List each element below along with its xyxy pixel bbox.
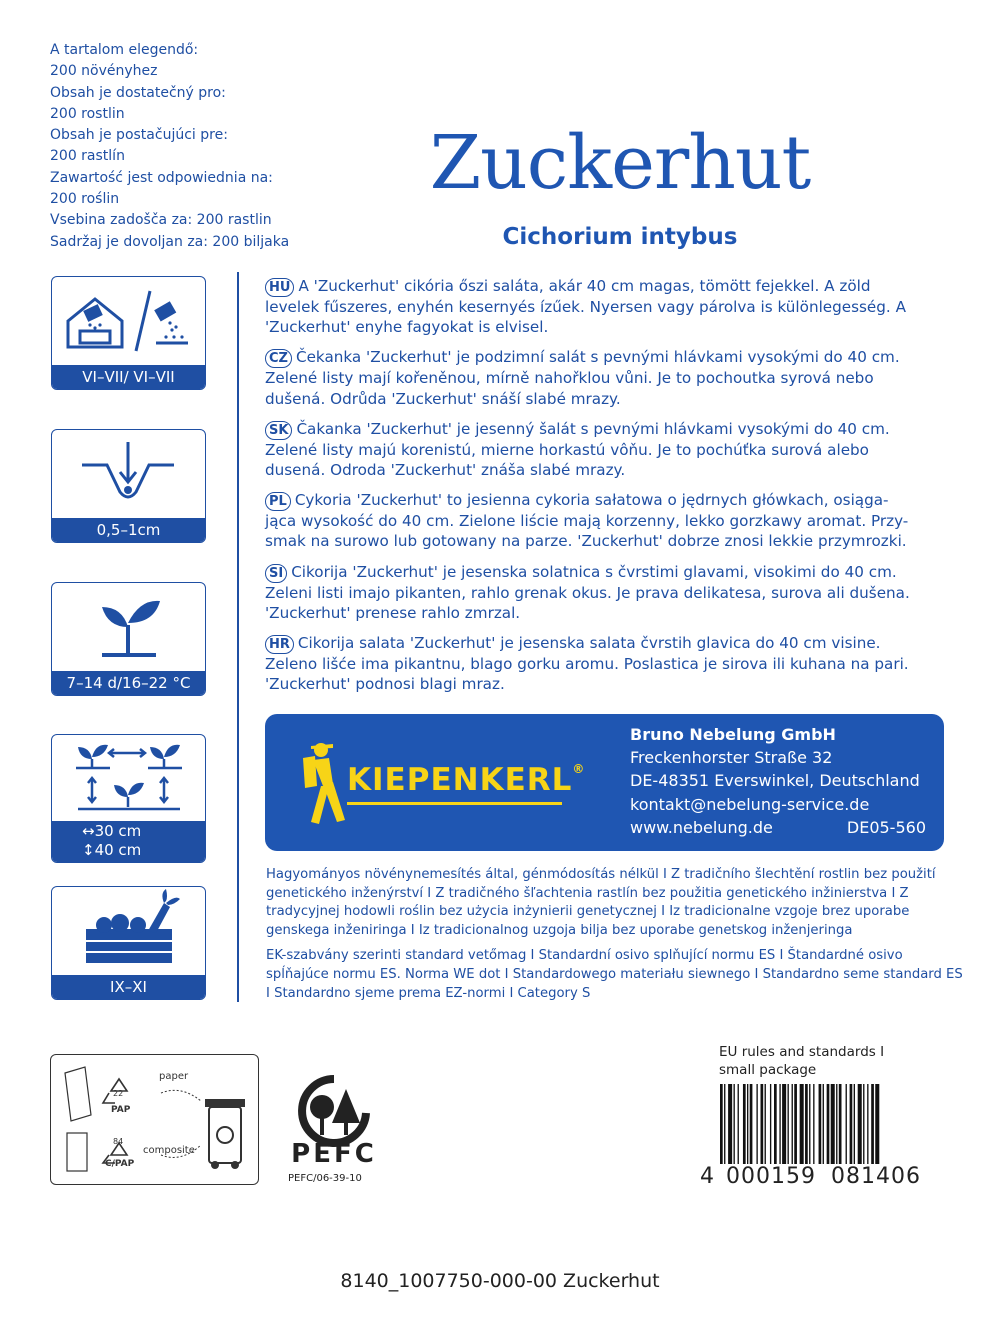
description-line: Čekanka 'Zuckerhut' je podzimní salát s pevnými hlávkami vysokými do 40 cm. bbox=[295, 348, 900, 367]
description-line: A 'Zuckerhut' cikória őszi saláta, akár 40 cm magas, tömött fejekkel. A zöld bbox=[298, 277, 871, 295]
plant-spacing-icon bbox=[52, 735, 205, 819]
barcode-right-digits: 081406 bbox=[831, 1164, 921, 1189]
barcode-bar bbox=[875, 1084, 879, 1164]
content-line: Obsah je dostatečný pro: bbox=[50, 84, 226, 101]
description-line: levelek fűszeres, enyhén kesernyés ízűek. Nyersen vagy párolva is különlegesség. A bbox=[265, 298, 906, 316]
harvest-period-box bbox=[51, 886, 206, 1000]
description-line: Zelené listy majú korenistú, mierne horkastú vôňu. Je to pochúťka surová alebo bbox=[265, 440, 869, 459]
product-descriptions bbox=[265, 276, 955, 704]
germination-box bbox=[51, 582, 206, 696]
description-si bbox=[265, 562, 955, 623]
content-line: Vsebina zadošča za: 200 rastlin bbox=[50, 212, 272, 229]
content-amount-info bbox=[50, 40, 350, 253]
description-line: smak na surowo lub gotowany na parze. 'Zuckerhut' dobrze znosi lekkie przymrozki. bbox=[265, 532, 907, 551]
description-line: 'Zuckerhut' prenese rahlo zmrzal. bbox=[265, 603, 521, 622]
plant-spacing-box bbox=[51, 734, 206, 863]
description-sk bbox=[265, 419, 955, 480]
barcode-bar bbox=[863, 1084, 864, 1164]
latin-name: Cichorium intybus bbox=[502, 224, 738, 250]
content-line: Sadržaj je dovoljan za: 200 biljaka bbox=[50, 233, 290, 250]
barcode-bar bbox=[823, 1084, 824, 1164]
content-line: Zawartość jest odpowiednia na: bbox=[50, 169, 273, 186]
barcode-bar bbox=[761, 1084, 764, 1164]
content-line: A tartalom elegendő: bbox=[50, 42, 199, 58]
harvest-period-caption: IX–XI bbox=[52, 975, 205, 999]
description-line: 'Zuckerhut' podnosi blagi mraz. bbox=[265, 675, 505, 694]
paper-abbr: PAP bbox=[111, 1105, 131, 1115]
eu-rules-line: EU rules and standards I bbox=[719, 1044, 885, 1060]
pefc-wordmark: PEFC bbox=[291, 1139, 377, 1169]
eu-rules-line: small package bbox=[719, 1062, 817, 1078]
content-line: 200 rostlin bbox=[50, 105, 125, 122]
barcode-bar bbox=[750, 1084, 753, 1164]
description-hr bbox=[265, 633, 955, 694]
germination-caption: 7–14 d/16–22 °C bbox=[52, 671, 205, 695]
paper-code: 22 bbox=[113, 1089, 124, 1098]
barcode-bars bbox=[700, 1084, 930, 1166]
barcode-bar bbox=[827, 1084, 830, 1164]
composite-code: 84 bbox=[113, 1137, 124, 1146]
standard-statement: EK-szabvány szerinti standard vetőmag I Standardní osivo splňující normu ES I Štandardné osivo spĺňajúce normu ES. Norma WE dot I Standardowego materiału siewnego I Standardno seme standard ES I Standardno sjeme prema EZ-normi I Category S bbox=[266, 948, 963, 1001]
pefc-logo bbox=[284, 1073, 384, 1193]
barcode-bar bbox=[800, 1084, 804, 1164]
language-code-badge: SI bbox=[265, 564, 287, 583]
description-line: Čakanka 'Zuckerhut' je jesenný šalát s pevnými hlávkami vysokými do 40 cm. bbox=[296, 419, 890, 438]
barcode-bar bbox=[809, 1084, 810, 1164]
barcode-bar bbox=[819, 1084, 822, 1164]
description-line: Cykoria 'Zuckerhut' to jesienna cykoria sałatowa o jędrnych główkach, osiąga- bbox=[294, 491, 889, 510]
language-code-badge: HU bbox=[265, 278, 294, 297]
harvest-crate-icon bbox=[52, 887, 205, 975]
breeding-statement: Hagyományos növénynemesítés által, génmódosítás nélkül I Z tradičního šlechtění rostlin bez použití genetického inženýrství I Z tradičného šľachtenia rastlín bez použitia genetického inžinierstva I Z tradycyjnej hodowli roślin bez użycia inżynierii genetycznej I Iz tradicionalne vzgoje brez uporabe genskega inženiringa I Iz tradicionalnog uzgoja bilja bez uporabe genetskog inženjeringa bbox=[266, 867, 936, 938]
barcode-bar bbox=[734, 1084, 735, 1164]
description-hu bbox=[265, 276, 955, 337]
barcode-first-digit: 4 bbox=[700, 1164, 714, 1189]
logo-text bbox=[347, 762, 585, 805]
barcode-bar bbox=[779, 1084, 780, 1164]
vertical-divider bbox=[237, 272, 239, 1002]
barcode-bar bbox=[765, 1084, 766, 1164]
description-line: Zeleno lišće ima pikantnu, blago gorku aromu. Poslastica je sirova ili kuhana na pari. bbox=[265, 655, 909, 674]
pefc-code: PEFC/06-39-10 bbox=[288, 1173, 362, 1184]
row-spacing-label: ↔30 cm bbox=[82, 822, 142, 840]
language-code-badge: CZ bbox=[265, 349, 292, 368]
barcode-bar bbox=[747, 1084, 748, 1164]
company-name: Bruno Nebelung GmbH bbox=[630, 725, 836, 744]
barcode-bar bbox=[788, 1084, 789, 1164]
recycling-graphic bbox=[51, 1055, 258, 1184]
barcode-bar bbox=[728, 1084, 732, 1164]
barcode-left-digits: 000159 bbox=[726, 1164, 816, 1189]
legal-text bbox=[266, 866, 966, 1010]
registration-code: DE05-560 bbox=[846, 817, 926, 837]
recycling-info-box bbox=[50, 1054, 259, 1185]
sowing-depth-caption: 0,5–1cm bbox=[52, 518, 205, 542]
barcode-bar bbox=[813, 1084, 814, 1164]
content-line: 200 roślin bbox=[50, 191, 120, 208]
barcode-bar bbox=[871, 1084, 874, 1164]
product-title: Zuckerhut bbox=[429, 120, 811, 206]
seedling-icon bbox=[52, 583, 205, 671]
barcode-bar bbox=[720, 1084, 723, 1164]
website-link[interactable]: www.nebelung.de bbox=[630, 817, 773, 837]
barcode-bar bbox=[770, 1084, 771, 1164]
web-row bbox=[630, 816, 926, 839]
content-line: 200 rastlín bbox=[50, 148, 125, 165]
barcode-bar bbox=[774, 1084, 777, 1164]
plant-spacing-label: ↕40 cm bbox=[82, 841, 142, 859]
barcode-bar bbox=[867, 1084, 868, 1164]
description-line: Cikorija salata 'Zuckerhut' je jesenska salata čvrstih glavica do 40 cm visine. bbox=[297, 634, 881, 653]
barcode-bar bbox=[782, 1084, 786, 1164]
paper-label: paper bbox=[159, 1071, 189, 1082]
barcode-bar bbox=[724, 1084, 725, 1164]
city-address: DE-48351 Everswinkel, Deutschland bbox=[630, 771, 920, 791]
email-link[interactable]: kontakt@nebelung-service.de bbox=[630, 794, 870, 814]
footer-code: 8140_1007750-000-00 Zuckerhut bbox=[340, 1270, 660, 1292]
logo-wordmark: KIEPENKERL bbox=[347, 762, 573, 798]
description-line: 'Zuckerhut' enyhe fagyokat is elvisel. bbox=[265, 318, 549, 337]
content-line: 200 növényhez bbox=[50, 63, 158, 80]
barcode-bar bbox=[839, 1084, 842, 1164]
hiker-icon bbox=[293, 734, 353, 834]
sowing-depth-box bbox=[51, 429, 206, 543]
barcode-bar bbox=[850, 1084, 853, 1164]
barcode-bar bbox=[854, 1084, 855, 1164]
description-line: Zeleni listi imajo pikanten, rahlo grenak okus. Je prava delikatesa, surova ali dušena. bbox=[265, 583, 910, 602]
description-line: dusená. Odroda 'Zuckerhut' znáša slabé mrazy. bbox=[265, 461, 626, 480]
language-code-badge: PL bbox=[265, 492, 291, 511]
street-address: Freckenhorster Straße 32 bbox=[630, 748, 833, 768]
brand-panel bbox=[265, 714, 944, 851]
barcode-bar bbox=[756, 1084, 757, 1164]
barcode-bar bbox=[858, 1084, 862, 1164]
eu-rules-text bbox=[719, 1043, 884, 1079]
composite-label: composite bbox=[143, 1145, 195, 1156]
barcode-bar bbox=[836, 1084, 837, 1164]
barcode-bar bbox=[805, 1084, 808, 1164]
kiepenkerl-logo bbox=[293, 734, 593, 834]
language-code-badge: HR bbox=[265, 635, 294, 654]
barcode-bar bbox=[792, 1084, 793, 1164]
description-line: dušená. Odrůda 'Zuckerhut' snáší slabé mrazy. bbox=[265, 389, 621, 408]
content-line: Obsah je postačujúci pre: bbox=[50, 127, 228, 144]
logo-underline bbox=[347, 802, 562, 805]
company-address bbox=[630, 723, 926, 839]
sowing-period-caption: VI–VII/ VI–VII bbox=[52, 365, 205, 389]
ean-barcode bbox=[700, 1084, 930, 1194]
sowing-depth-icon bbox=[52, 430, 205, 518]
sowing-period-box bbox=[51, 276, 206, 390]
barcode-bar bbox=[738, 1084, 739, 1164]
composite-abbr: C/PAP bbox=[105, 1159, 135, 1169]
description-line: Zelené listy mají kořeněnou, mírně nahořklou vůni. Je to pochoutka syrová nebo bbox=[265, 369, 874, 388]
greenhouse-and-outdoor-sowing-icon bbox=[52, 277, 205, 365]
barcode-bar bbox=[743, 1084, 746, 1164]
barcode-bar bbox=[846, 1084, 847, 1164]
plant-spacing-caption bbox=[52, 821, 205, 862]
description-cz bbox=[265, 347, 955, 408]
barcode-bar bbox=[831, 1084, 835, 1164]
description-line: jąca wysokość do 40 cm. Zielone liście mają korzenny, lekko gorzkawy aromat. Przy- bbox=[265, 512, 909, 531]
barcode-bar bbox=[794, 1084, 797, 1164]
registered-mark: ® bbox=[572, 762, 586, 776]
language-code-badge: SK bbox=[265, 421, 292, 440]
description-line: Cikorija 'Zuckerhut' je jesenska solatnica s čvrstimi glavami, visokimi do 40 cm. bbox=[291, 562, 897, 581]
description-pl bbox=[265, 490, 955, 551]
